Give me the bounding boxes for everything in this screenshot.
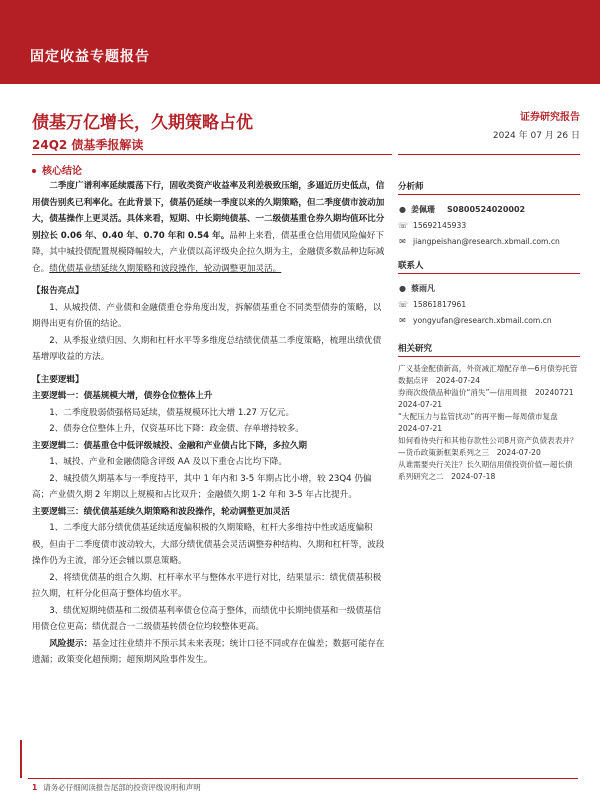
page-title: 债基万亿增长，久期策略占优 bbox=[32, 113, 253, 133]
mail-icon: ✉ bbox=[399, 315, 406, 325]
logic3-heading: 主要逻辑三：绩优债基延续久期策略和波段操作，轮动调整更加灵活 bbox=[32, 506, 290, 517]
related-report-link[interactable]: 从谁需要央行关注？长久期信用债投资价值—超长债系列研究之二 2024-07-18 bbox=[398, 460, 573, 481]
left-accent-bar bbox=[20, 740, 22, 778]
analyst-phone-row bbox=[398, 217, 580, 233]
contact-email[interactable]: yongyufan@research.xbmail.com.cn bbox=[413, 315, 552, 325]
page-subtitle: 24Q2 债基季报解读 bbox=[32, 138, 144, 152]
contact-phone: 15861817961 bbox=[413, 299, 467, 309]
sidebar-divider bbox=[398, 154, 580, 155]
core-paragraph: 二季度广谱利率延续震荡下行，固收类资产收益率及利差极致压缩，多逼近历史低点，信用债告别炙已利率化。在此背景下，债基仍延续一季度以来的久期策略，但二季度债市波动加大，债基操作上更灵活。具体来看，短期、中长期纯债基、一二级债基重仓券久期均值环比分别拉长 0.06 年、0.40 年、0.70 年和 0.54 年。品种上来看，债基重仓信用债风险偏好下降，其中城投债配置规模降幅较大，产业债以高评级央企拉久期为主，金融债多数品种边际减仓。绩优债基业绩延续久期策略和波段操作，轮动调整更加灵活。 bbox=[32, 181, 385, 274]
disclaimer-text: 请务必仔细阅读报告尾部的投资评级说明和声明 bbox=[43, 783, 201, 792]
analyst-phone: 15692145933 bbox=[413, 220, 467, 230]
phone-icon: ☏ bbox=[398, 299, 409, 309]
top-banner bbox=[0, 0, 600, 84]
contact-phone-row bbox=[398, 296, 580, 312]
logic2-heading: 主要逻辑二：债基重仓中低评级城投、金融和产业债占比下降，多拉久期 bbox=[32, 440, 308, 451]
risk-warning: 风险提示：基金过往业绩并不预示其未来表现；统计口径不同或存在偏差；数据可能存在遗漏；政策变化超预期；超预期风险事件发生。 bbox=[32, 638, 385, 665]
analyst-row bbox=[398, 201, 580, 217]
logic1-heading: 主要逻辑一：债基规模大增，债券仓位整体上升 bbox=[32, 391, 213, 401]
logic-item: 2、城投债久期基本与一季度持平，其中 1 年内和 3-5 年期占比小增，较 23Q4 仍偏高；产业债久期 2 年期以上规模和占比双升；金融债久期 1-2 年和 3-5 年占比提升。 bbox=[32, 473, 372, 500]
highlight-item: 2、从季报业绩归因、久期和杠杆水平等多维度总结绩优债基二季度策略，梳理出绩优债基增厚收益的方法。 bbox=[32, 335, 382, 362]
core-conclusion-heading: 核心结论 bbox=[32, 162, 82, 177]
analyst-heading: 分析师 bbox=[398, 180, 580, 195]
analyst-code: S0800524020002 bbox=[447, 204, 526, 214]
related-heading: 相关研究 bbox=[398, 342, 580, 357]
highlights-heading: 【报告亮点】 bbox=[32, 286, 84, 296]
person-icon: ● bbox=[399, 204, 406, 214]
logic-item: 3、绩优短期纯债基和二级债基利率债仓位高于整体，而绩优中长期纯债基和一级债基信用债仓位更高；绩优混合一二级债基转债仓位均较整体更高。 bbox=[32, 605, 382, 632]
related-report-link[interactable]: 如何看待央行和其他存款性公司8月资产负债表表并？—货币政策新框架系列之三 2024-07-20 bbox=[398, 436, 578, 457]
sidebar bbox=[398, 180, 580, 483]
logic-item: 2、债券仓位整体上升，仅资基环比下降：政金债、存单增持较多。 bbox=[49, 424, 304, 434]
related-report-link[interactable]: 广义基金配债新高，外资减汇增配存单—6月债券托管数据点评 2024-07-24 bbox=[398, 364, 578, 385]
analyst-email-row bbox=[398, 233, 580, 249]
analyst-name: 姜佩珊 bbox=[411, 204, 435, 214]
related-report-link[interactable]: 券商次级债品种溢价“消失”—信用周报 20240721 2024-07-21 bbox=[398, 388, 582, 409]
bullet-dot-icon bbox=[32, 169, 36, 173]
contact-email-row bbox=[398, 312, 580, 328]
contact-row bbox=[398, 280, 580, 296]
person-icon: ● bbox=[399, 283, 406, 293]
footer bbox=[32, 782, 201, 793]
report-category-label: 固定收益专题报告 bbox=[30, 49, 150, 65]
contact-heading: 联系人 bbox=[398, 259, 580, 274]
logic-item: 2、将绩优债基的组合久期、杠杆率水平与整体水平进行对比，结果显示：绩优债基积极拉久期，杠杆分化但高于整体均值水平。 bbox=[32, 572, 382, 599]
footer-divider bbox=[28, 778, 578, 779]
logic-item: 1、二季度股弱债强格局延续，债基规模环比大增 1.27 万亿元。 bbox=[49, 407, 295, 418]
logic-item: 1、二季度大部分绩优债基延续适度偏积极的久期策略，杠杆大多维持中性或适度偏积极，但由于二季度债市波动较大，大部分绩优债基会灵活调整券种结构、久期和杠杆等，波段操作仍为主流，部分还会辅以票息策略。 bbox=[32, 523, 385, 566]
title-divider bbox=[32, 154, 392, 155]
main-content bbox=[32, 178, 388, 669]
highlight-item: 1、从城投债、产业债和金融债重仓券角度出发，拆解债基重仓不同类型债券的策略，以期得出更有价值的结论。 bbox=[32, 302, 382, 329]
report-date: 2024 年 07 月 26 日 bbox=[492, 131, 580, 141]
phone-icon: ☏ bbox=[398, 220, 409, 230]
logic-item: 1、城投、产业和金融债隐含评级 AA 及以下重仓占比均下降。 bbox=[49, 457, 287, 467]
logic-heading: 【主要逻辑】 bbox=[32, 374, 84, 385]
report-type-label: 证券研究报告 bbox=[520, 112, 580, 123]
contact-name: 蔡雨凡 bbox=[411, 283, 435, 293]
page-number: 1 bbox=[32, 783, 38, 792]
related-report-link[interactable]: “大配压力与监管扰动”的再平衡—每周债市复盘 2024-07-21 bbox=[398, 412, 566, 433]
analyst-email[interactable]: jiangpeishan@research.xbmail.com.cn bbox=[413, 236, 560, 246]
mail-icon: ✉ bbox=[399, 236, 406, 246]
